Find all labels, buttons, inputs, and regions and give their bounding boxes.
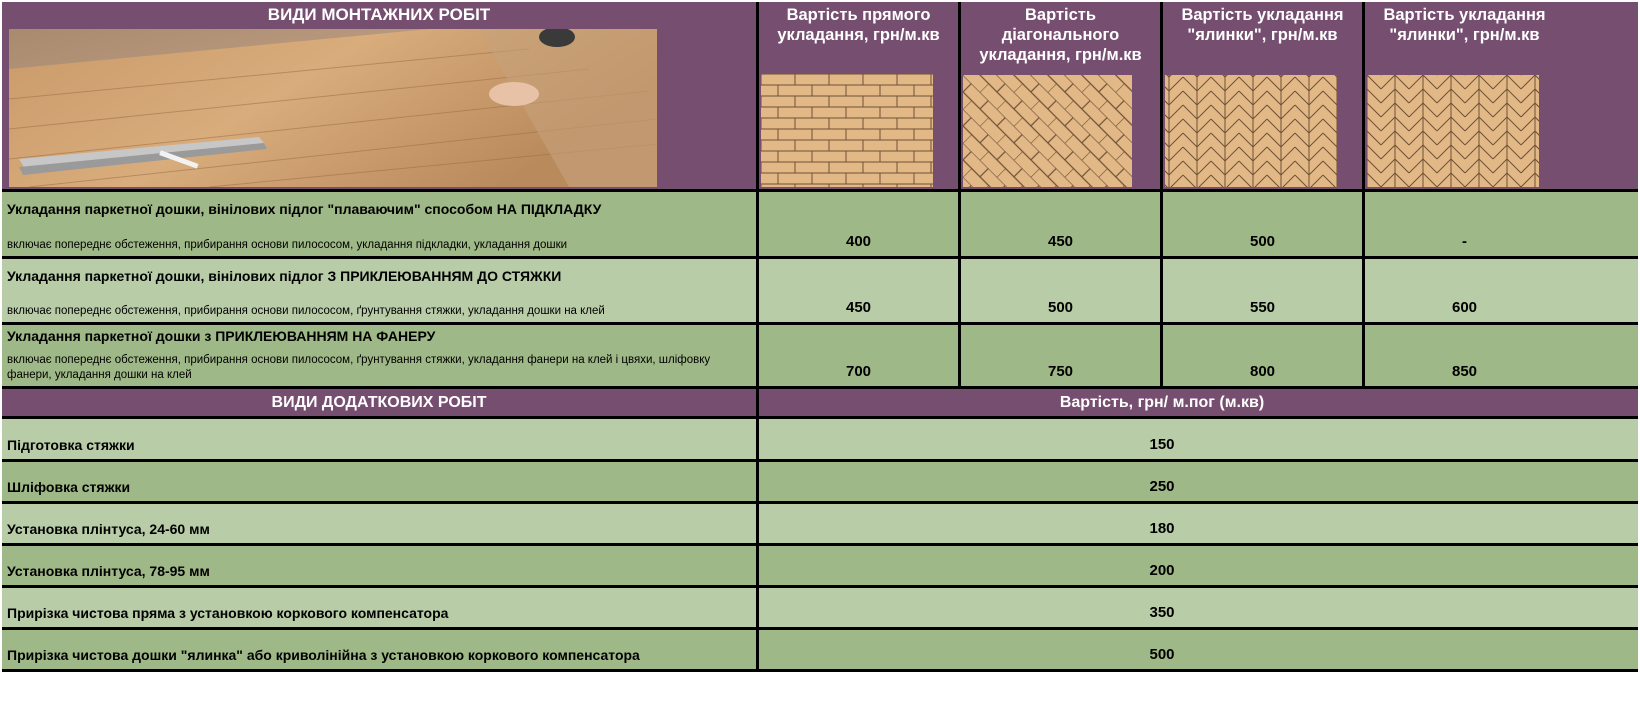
extra-row-3-label <box>2 504 756 543</box>
extra-row-label-text: Прирізка чистова дошки "ялинка" або криволінійна з установкою коркового компенсатора <box>7 647 640 663</box>
mount-row-1-title: Укладання паркетної дошки, вінілових підлог "плаваючим" способом НА ПІДКЛАДКУ <box>7 201 602 217</box>
floor-photo <box>9 29 657 187</box>
mount-row-2-desc: включає попереднє обстеження, прибирання основи пилососом, ґрунтування стяжки, укладання дошки на клей <box>7 305 605 317</box>
straight-brick-pattern-icon <box>761 74 933 187</box>
extra-row-label-text: Прирізка чистова пряма з установкою коркового компенсатора <box>7 605 449 621</box>
mount-row-3-price-4 <box>1365 325 1638 386</box>
extra-row-2-label <box>2 462 756 501</box>
mount-row-2-title: Укладання паркетної дошки, вінілових підлог З ПРИКЛЕЮВАННЯМ ДО СТЯЖКИ <box>7 268 562 284</box>
extra-header-price-label: Вартість, грн/ м.пог (м.кв) <box>1059 394 1265 411</box>
mount-row-3-price-1 <box>759 325 958 386</box>
price-value: 500 <box>1249 233 1276 250</box>
mount-row-3-price-2 <box>961 325 1160 386</box>
price-value: 850 <box>1451 363 1478 380</box>
extra-header-title: ВИДИ ДОДАТКОВИХ РОБІТ <box>271 394 487 411</box>
col-header-herringbone <box>1163 2 1362 189</box>
price-value: 450 <box>1047 233 1074 250</box>
blank-area <box>2 672 1638 704</box>
price-value: - <box>1462 233 1467 250</box>
extra-row-price-text: 200 <box>1149 562 1175 579</box>
herringbone-pattern-icon <box>1165 75 1337 187</box>
mount-row-2-price-2 <box>961 259 1160 322</box>
chevron-pattern-icon <box>1367 75 1539 187</box>
extra-row-1-label <box>2 419 756 459</box>
col-header-straight <box>759 2 958 189</box>
extra-row-price-text: 250 <box>1149 478 1175 495</box>
extra-row-5-label <box>2 588 756 627</box>
extra-row-price-text: 150 <box>1149 436 1175 453</box>
mount-row-1-label-cell <box>2 192 756 256</box>
mount-row-3-title: Укладання паркетної дошки з ПРИКЛЕЮВАННЯМ НА ФАНЕРУ <box>7 328 436 344</box>
extra-row-4-price <box>759 546 1638 585</box>
mount-row-2-price-4 <box>1365 259 1638 322</box>
extra-row-6-price <box>759 630 1638 669</box>
col-header-diagonal-label: Вартість діагонального укладання, грн/м.кв <box>979 6 1142 64</box>
extra-row-label-text: Установка плінтуса, 78-95 мм <box>7 563 210 579</box>
extra-row-4-label <box>2 546 756 585</box>
extra-row-5-price <box>759 588 1638 627</box>
header-main-cell <box>2 2 756 189</box>
extra-row-price-text: 180 <box>1149 520 1175 537</box>
diagonal-pattern-icon <box>963 75 1132 187</box>
col-header-chevron <box>1365 2 1638 189</box>
mount-row-3-desc: включає попереднє обстеження, прибирання основи пилососом, ґрунтування стяжки, укладання фанери на клей і цвяхи, шліфовку фанери, укладання дошки на клей <box>7 354 711 381</box>
mount-row-2-price-3 <box>1163 259 1362 322</box>
mount-row-1-desc: включає попереднє обстеження, прибирання основи пилососом, укладання підкладки, укладання дошки <box>7 239 568 251</box>
price-value: 450 <box>845 299 872 316</box>
price-value: 750 <box>1047 363 1074 380</box>
mount-row-3-price-3 <box>1163 325 1362 386</box>
floor-photo-image <box>9 29 657 187</box>
extra-row-price-text: 500 <box>1149 646 1175 663</box>
price-value: 550 <box>1249 299 1276 316</box>
extra-row-label-text: Підготовка стяжки <box>7 437 135 453</box>
extra-row-price-text: 350 <box>1149 604 1175 621</box>
col-header-diagonal <box>961 2 1160 189</box>
mount-row-1-price-3 <box>1163 192 1362 256</box>
mount-row-1-price-1 <box>759 192 958 256</box>
main-title: ВИДИ МОНТАЖНИХ РОБІТ <box>267 5 491 24</box>
mount-row-2-label-cell <box>2 259 756 322</box>
extra-row-2-price <box>759 462 1638 501</box>
price-value: 700 <box>845 363 872 380</box>
col-header-chevron-label: Вартість укладання "ялинки", грн/м.кв <box>1383 6 1546 44</box>
price-table <box>2 2 1638 704</box>
price-value: 400 <box>845 233 872 250</box>
mount-row-2-price-1 <box>759 259 958 322</box>
extra-header-title-cell <box>2 389 756 416</box>
price-value: 800 <box>1249 363 1276 380</box>
col-header-straight-label: Вартість прямого укладання, грн/м.кв <box>777 6 940 44</box>
price-value: 600 <box>1451 299 1478 316</box>
price-value: 500 <box>1047 299 1074 316</box>
extra-row-1-price <box>759 419 1638 459</box>
extra-row-6-label <box>2 630 756 669</box>
extra-header-price-cell <box>759 389 1638 416</box>
mount-row-1-price-4 <box>1365 192 1638 256</box>
extra-row-label-text: Шліфовка стяжки <box>7 479 131 495</box>
mount-row-3-label-cell <box>2 325 756 386</box>
extra-row-label-text: Установка плінтуса, 24-60 мм <box>7 521 210 537</box>
col-header-herringbone-label: Вартість укладання "ялинки", грн/м.кв <box>1181 6 1344 44</box>
mount-row-1-price-2 <box>961 192 1160 256</box>
extra-row-3-price <box>759 504 1638 543</box>
